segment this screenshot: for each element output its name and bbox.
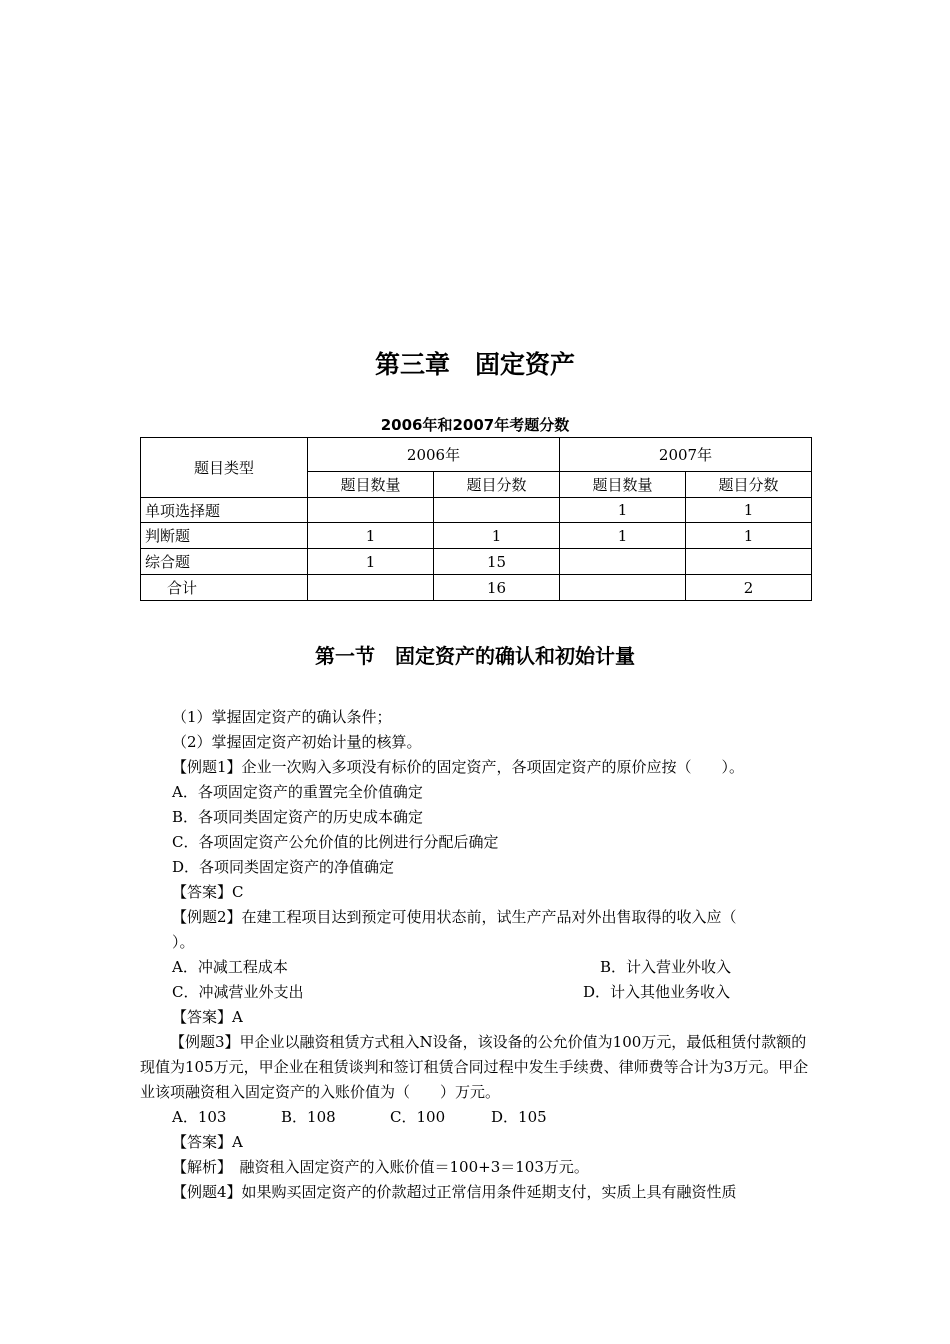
table-cell: 1 <box>560 498 686 523</box>
example-3-answer: 【答案】A <box>172 1133 243 1151</box>
table-cell <box>308 575 434 601</box>
row-label: 合计 <box>141 575 308 601</box>
example-2-option-a: A．冲减工程成本 <box>172 958 288 976</box>
year-2006-header: 2006年 <box>308 438 560 472</box>
example-1-question: 【例题1】企业一次购入多项没有标价的固定资产，各项固定资产的原价应按（ ）。 <box>172 758 745 776</box>
type-header: 题目类型 <box>141 438 308 498</box>
score-table <box>140 437 812 601</box>
table-header-row <box>141 438 812 472</box>
subheader-cell: 题目数量 <box>308 472 434 498</box>
table-cell: 16 <box>434 575 560 601</box>
table-cell: 1 <box>560 523 686 549</box>
row-label: 单项选择题 <box>141 498 308 523</box>
example-1-option-d: D．各项同类固定资产的净值确定 <box>172 858 395 876</box>
section-title: 第一节 固定资产的确认和初始计量 <box>315 644 635 668</box>
table-cell: 1 <box>686 523 812 549</box>
table-row <box>141 498 812 523</box>
year-2007-header: 2007年 <box>560 438 812 472</box>
subheader-cell: 题目数量 <box>560 472 686 498</box>
row-label: 综合题 <box>141 549 308 575</box>
table-cell: 2 <box>686 575 812 601</box>
example-1-option-a: A．各项固定资产的重置完全价值确定 <box>172 783 423 801</box>
table-cell: 1 <box>434 523 560 549</box>
row-label: 判断题 <box>141 523 308 549</box>
table-cell <box>434 498 560 523</box>
example-3-analysis: 【解析】 融资租入固定资产的入账价值＝100+3＝103万元。 <box>172 1158 589 1176</box>
example-1-option-b: B．各项同类固定资产的历史成本确定 <box>172 808 424 826</box>
example-2-option-b: B．计入营业外收入 <box>600 958 732 976</box>
example-2-option-c: C．冲减营业外支出 <box>172 983 304 1001</box>
example-1-option-c: C．各项固定资产公允价值的比例进行分配后确定 <box>172 833 499 851</box>
table-cell: 1 <box>686 498 812 523</box>
table-cell: 1 <box>308 523 434 549</box>
example-3-option-d: D．105 <box>491 1108 547 1126</box>
objective-2: （2）掌握固定资产初始计量的核算。 <box>172 733 422 751</box>
objective-1: （1）掌握固定资产的确认条件； <box>172 708 392 726</box>
example-4-question: 【例题4】如果购买固定资产的价款超过正常信用条件延期支付，实质上具有融资性质 <box>172 1183 737 1201</box>
table-row <box>141 549 812 575</box>
example-1-answer: 【答案】C <box>172 883 244 901</box>
example-2-question: 【例题2】在建工程项目达到预定可使用状态前，试生产产品对外出售取得的收入应（ <box>172 908 737 926</box>
example-3-question: 【例题3】甲企业以融资租赁方式租入N设备，该设备的公允价值为100万元，最低租赁付款额的现值为105万元，甲企业在租赁谈判和签订租赁合同过程中发生手续费、律师费等合计为3万元。甲企业该项融资租入固定资产的入账价值为（ ）万元。 <box>140 1033 809 1101</box>
example-2-answer: 【答案】A <box>172 1008 243 1026</box>
table-caption: 2006年和2007年考题分数 <box>380 416 570 434</box>
chapter-title: 第三章 固定资产 <box>374 350 575 379</box>
example-2-option-d: D．计入其他业务收入 <box>583 983 731 1001</box>
table-cell <box>560 549 686 575</box>
example-3-option-c: C．100 <box>390 1108 446 1126</box>
table-total-row <box>141 575 812 601</box>
table-cell: 15 <box>434 549 560 575</box>
table-cell: 1 <box>308 549 434 575</box>
table-cell <box>560 575 686 601</box>
table-cell <box>686 549 812 575</box>
example-3-option-b: B．108 <box>281 1108 336 1126</box>
example-3-option-a: A．103 <box>172 1108 227 1126</box>
table-row <box>141 523 812 549</box>
table-cell <box>308 498 434 523</box>
example-2-question-end: ）。 <box>172 933 195 951</box>
subheader-cell: 题目分数 <box>434 472 560 498</box>
subheader-cell: 题目分数 <box>686 472 812 498</box>
